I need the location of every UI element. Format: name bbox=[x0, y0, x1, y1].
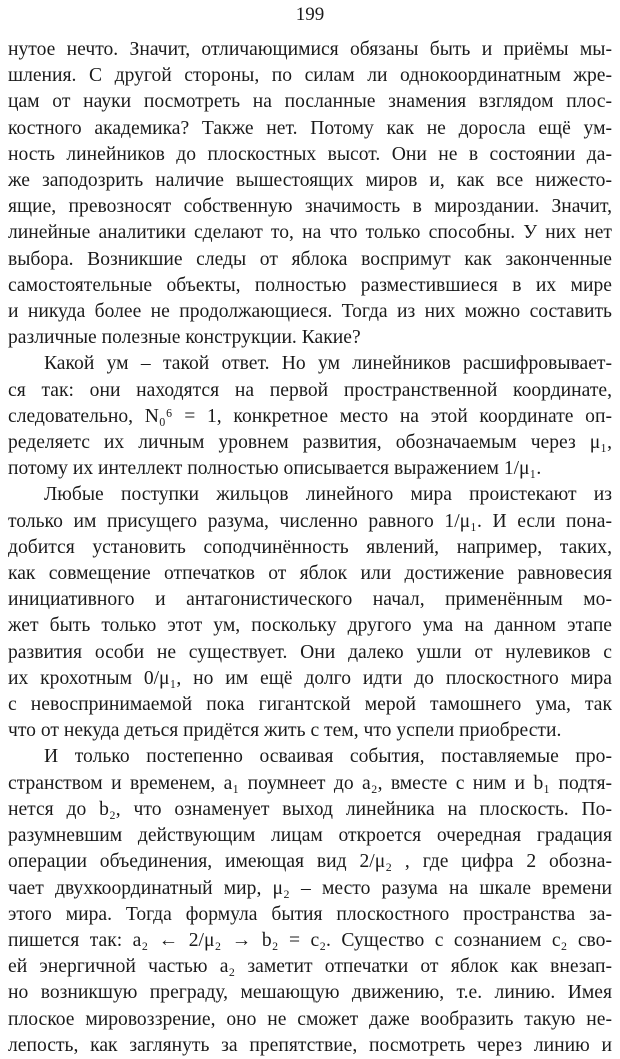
paragraph-1 bbox=[8, 37, 612, 351]
text-line: пишется так: a₂ ← 2/μ₂ → b₂ = c₂. Существо с сознанием c₂ сво- bbox=[8, 929, 612, 951]
text-line: ящие, превозносят собственную значимость в мироздании. Значит, bbox=[8, 196, 612, 218]
text-line: цам от науки посмотреть на посланные знамения взглядом плос- bbox=[8, 91, 612, 113]
text-line: что от некуда деться придётся жить с тем, что успели приобрести. bbox=[8, 720, 562, 742]
paragraph-3 bbox=[8, 482, 612, 744]
text-line: нется до b₂, что ознаменует выход линейника на плоскость. По- bbox=[8, 798, 612, 820]
text-line: И только постепенно осваивая события, поставляемые про- bbox=[44, 746, 612, 768]
text-line: выбора. Возникшие следы от яблока воспримут как законченные bbox=[8, 248, 612, 270]
text-line: операции объединения, имеющая вид 2/μ₂ , где цифра 2 обозна- bbox=[8, 851, 612, 873]
text-line: лепость, как заглянуть за препятствие, посмотреть через линию и bbox=[8, 1034, 612, 1056]
text-line: ределяетс их личным уровнем развития, обозначаемым через μ₁, bbox=[8, 432, 612, 454]
text-line: но возникшую преграду, мешающую движению, т.е. линию. Имея bbox=[8, 982, 612, 1004]
paragraph-2 bbox=[8, 351, 612, 482]
text-line: Любые поступки жильцов линейного мира проистекают из bbox=[44, 484, 612, 506]
text-line: добится установить соподчинённость явлений, например, таких, bbox=[8, 536, 612, 558]
page-number: 199 bbox=[295, 4, 325, 25]
text-line: костного академика? Также нет. Потому как не доросла ещё ум- bbox=[8, 117, 612, 139]
text-line: странством и временем, a₁ поумнеет до a₂, вместе с ним и b₁ подтя- bbox=[8, 772, 612, 794]
text-line: ей энергичной частью a₂ заметит отпечатки от яблок как внезап- bbox=[8, 956, 612, 978]
text-line: же заподозрить наличие вышестоящих миров и, как все нижесто- bbox=[8, 170, 612, 192]
text-line: чает двухкоординатный мир, μ₂ – место разума на шкале времени bbox=[8, 877, 612, 899]
text-line: только им присущего разума, численно равного 1/μ₁. И если пона- bbox=[8, 510, 612, 532]
paragraph-4 bbox=[8, 744, 612, 1058]
text-line: плоское мировоззрение, оно не сможет даже вообразить такую не- bbox=[8, 1008, 612, 1030]
text-line: ся так: они находятся на первой пространственной координате, bbox=[8, 379, 612, 401]
text-line: ность линейников до плоскостных высот. Они не в состоянии да- bbox=[8, 143, 612, 165]
text-line: как совмещение отпечатков от яблок или достижение равновесия bbox=[8, 563, 612, 585]
text-line: инициативного и антагонистического начал, применённым мо- bbox=[8, 589, 612, 611]
text-line: и никуда более не продолжающиеся. Тогда из них можно составить bbox=[8, 301, 612, 323]
text-line: жет быть только этот ум, поскольку другого ума на данном этапе bbox=[8, 615, 612, 637]
text-line: линейные аналитики сделают то, на что только способны. У них нет bbox=[8, 222, 612, 244]
text-line: следовательно, N₀⁶ = 1, конкретное место на этой координате оп- bbox=[8, 405, 612, 427]
text-line: шления. С другой стороны, по силам ли однокоординатным жре- bbox=[8, 65, 612, 87]
text-line: нутое нечто. Значит, отличающимися обязаны быть и приёмы мы- bbox=[8, 39, 612, 60]
text-line: потому их интеллект полностью описывается выражением 1/μ₁. bbox=[8, 458, 542, 480]
text-line: самостоятельные объекты, полностью разместившиеся в их мире bbox=[8, 274, 612, 296]
text-line: с невоспринимаемой пока гигантской мерой тамошнего ума, так bbox=[8, 694, 612, 716]
text-line: различные полезные конструкции. Какие? bbox=[8, 327, 361, 349]
text-line: развития особи не существует. Они далеко ушли от нулевиков с bbox=[8, 641, 612, 663]
text-line: их крохотным 0/μ₁, но им ещё долго идти до плоскостного мира bbox=[8, 667, 612, 689]
page-text bbox=[8, 37, 612, 1059]
text-line: этого мира. Тогда формула бытия плоскостного пространства за- bbox=[8, 903, 612, 925]
text-line: Какой ум – такой ответ. Но ум линейников расшифровывает- bbox=[44, 353, 612, 375]
text-line: разумневшим действующим лицам откроется очередная градация bbox=[8, 825, 612, 847]
